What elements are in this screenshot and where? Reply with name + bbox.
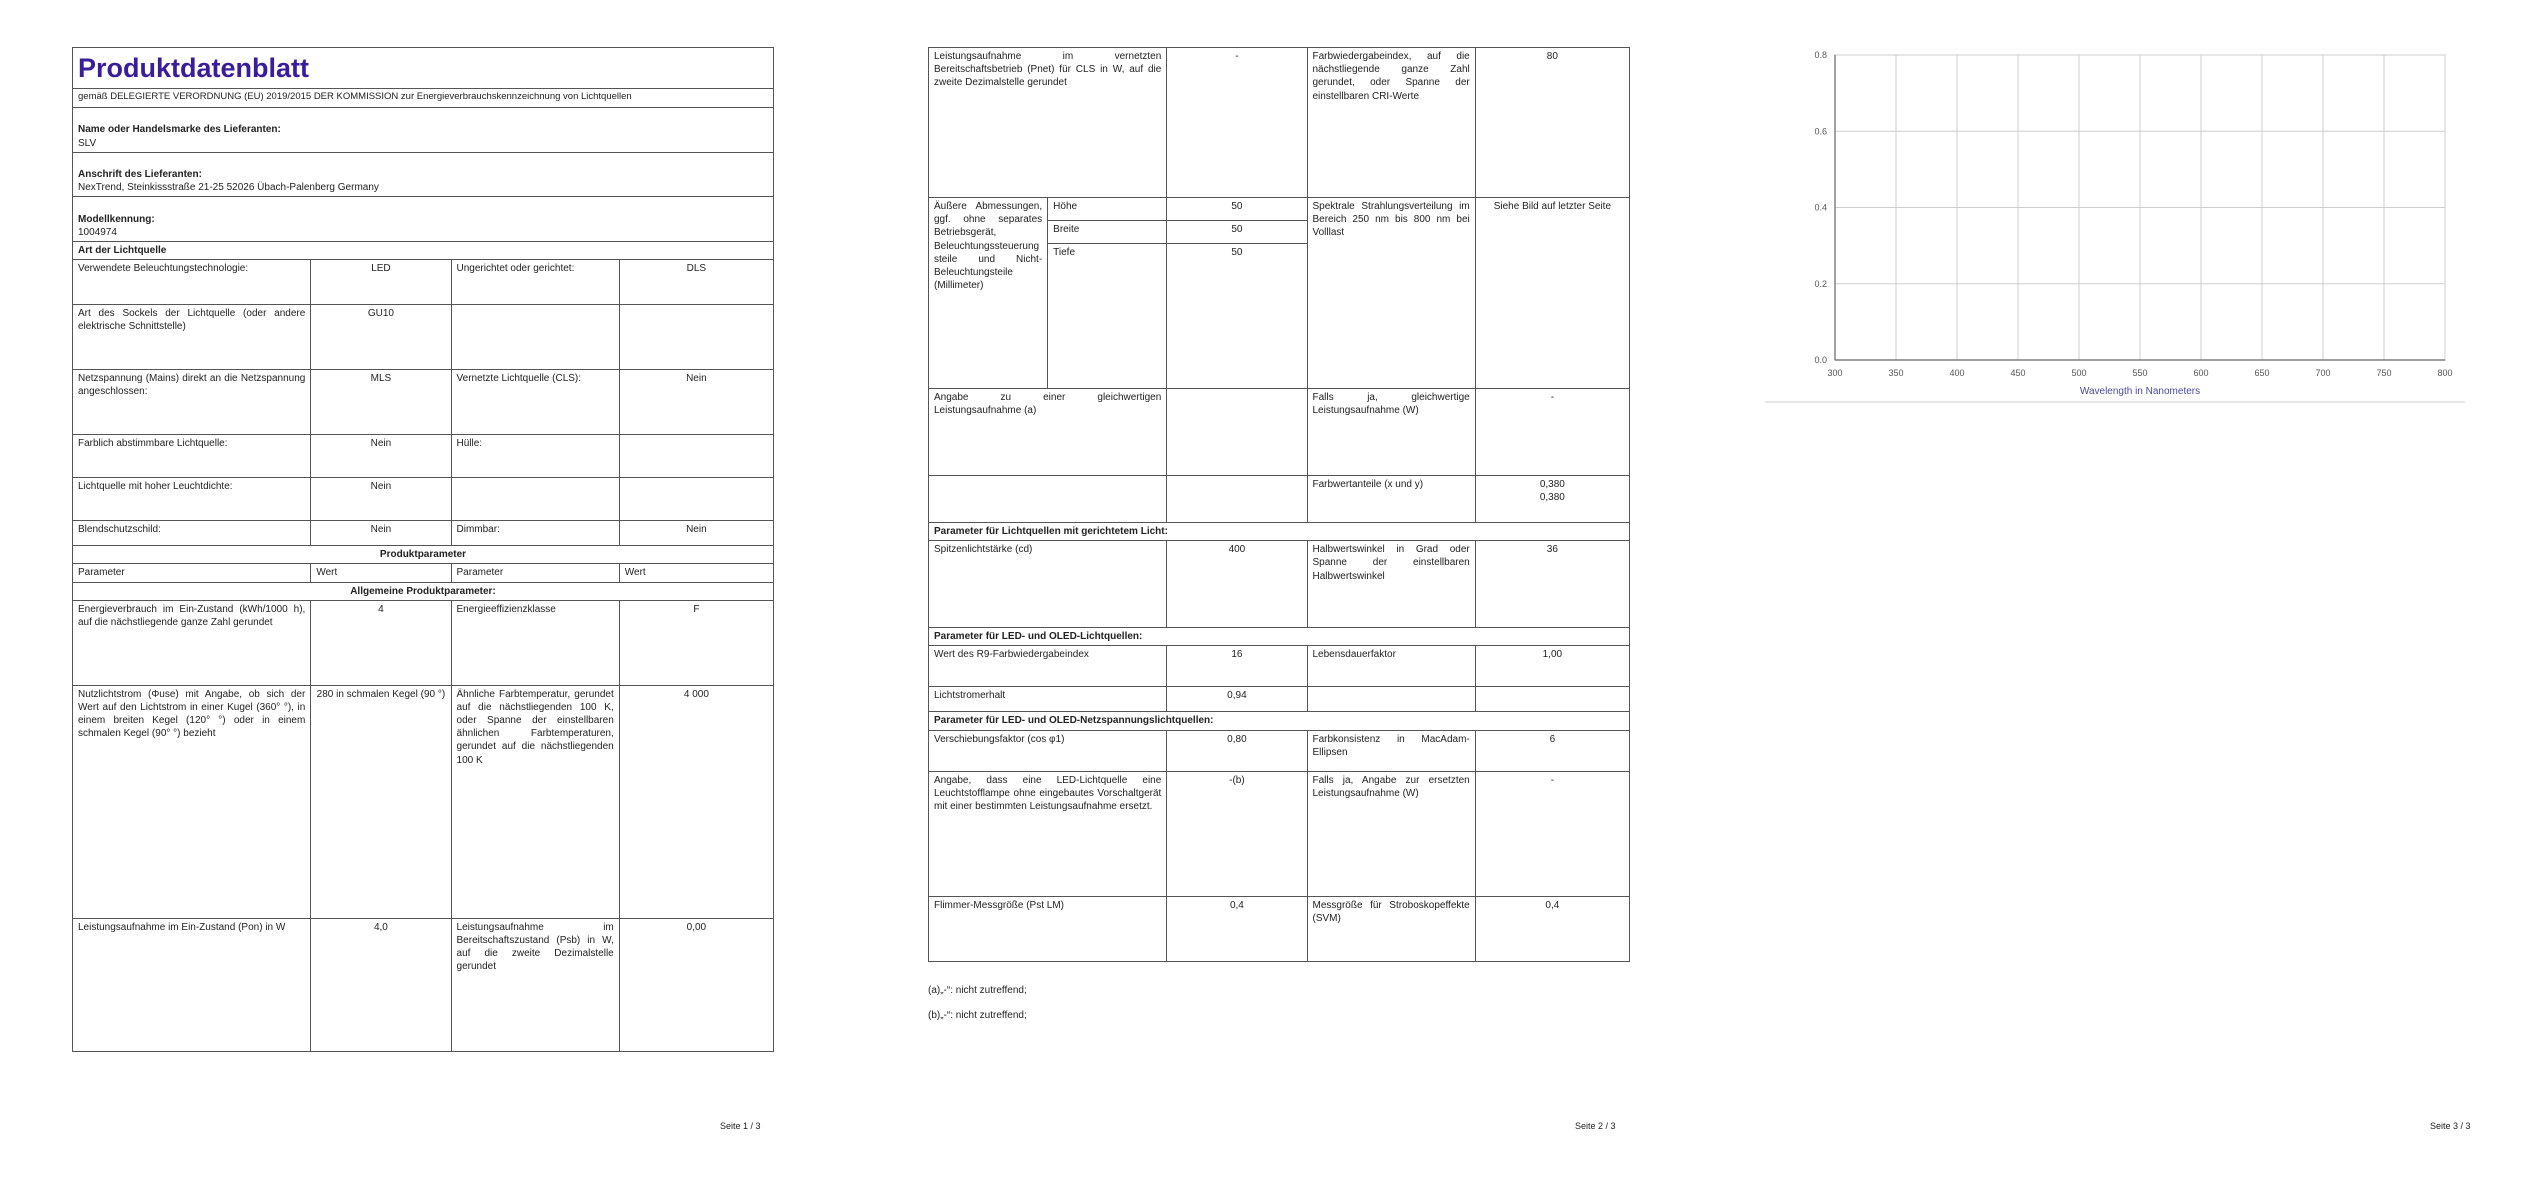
supplier-address-label: Anschrift des Lieferanten: — [78, 169, 202, 181]
table-cell: 0,4 — [1167, 896, 1307, 961]
table-cell: 4 — [311, 600, 451, 685]
x-tick-label: 700 — [2315, 368, 2331, 378]
table-cell — [619, 305, 773, 370]
supplier-name-value: SLV — [78, 137, 97, 149]
x-tick-label: 550 — [2132, 368, 2148, 378]
param-row — [929, 730, 1630, 771]
table-cell: - — [1475, 771, 1629, 896]
table-cell: Blendschutzschild: — [73, 521, 311, 546]
general-param-row — [73, 600, 774, 685]
table-cell: Art des Sockels der Lichtquelle (oder andere elektrische Schnittstelle) — [73, 305, 311, 370]
product-data-table-part2 — [928, 47, 1630, 962]
general-params-header: Allgemeine Produktparameter: — [73, 582, 774, 600]
table-cell: Dimmbar: — [451, 521, 619, 546]
param-row — [929, 771, 1630, 896]
x-tick-label: 600 — [2193, 368, 2209, 378]
param-row — [929, 541, 1630, 628]
spectral-distribution-label: Spektrale Strahlungsverteilung im Bereich 250 nm bis 800 nm bei Volllast — [1307, 198, 1475, 389]
table-cell: -(b) — [1167, 771, 1307, 896]
param-row — [929, 687, 1630, 712]
page-number: Seite 3 / 3 — [2430, 1121, 2471, 1131]
table-cell: Nein — [311, 478, 451, 521]
dimension-value: 50 — [1167, 244, 1307, 389]
table-cell: MLS — [311, 370, 451, 435]
param-row — [929, 389, 1630, 476]
table-cell: Nein — [619, 370, 773, 435]
table-cell: Leistungsaufnahme im Bereitschaftszustand (Psb) in W, auf die zweite Dezimalstelle gerundet — [451, 918, 619, 1051]
table-cell — [619, 478, 773, 521]
table-cell: Hülle: — [451, 435, 619, 478]
table-cell — [929, 476, 1167, 523]
x-tick-label: 650 — [2254, 368, 2270, 378]
table-cell: Verwendete Beleuchtungstechnologie: — [73, 260, 311, 305]
y-tick-label: 0.6 — [1814, 126, 1827, 137]
table-cell: Wert des R9-Farbwiedergabeindex — [929, 646, 1167, 687]
table-cell — [451, 478, 619, 521]
model-id-label: Modellkennung: — [78, 213, 155, 225]
light-type-row — [73, 435, 774, 478]
table-cell: DLS — [619, 260, 773, 305]
table-cell: Nein — [311, 521, 451, 546]
y-tick-label: 0.8 — [1814, 50, 1827, 60]
table-cell: 400 — [1167, 541, 1307, 628]
document-subtitle: gemäß DELEGIERTE VERORDNUNG (EU) 2019/2015 DER KOMMISSION zur Energieverbrauchskennzeichnung von Lichtquellen — [73, 88, 774, 108]
table-cell: Netzspannung (Mains) direkt an die Netzspannung angeschlossen: — [73, 370, 311, 435]
dimension-row — [929, 198, 1630, 221]
table-cell: Lebensdauerfaktor — [1307, 646, 1475, 687]
y-tick-label: 0.2 — [1814, 278, 1827, 289]
table-cell: Flimmer-Messgröße (Pst LM) — [929, 896, 1167, 961]
spectral-distribution-value: Siehe Bild auf letzter Seite — [1475, 198, 1629, 389]
table-cell: 0,380 0,380 — [1475, 476, 1629, 523]
dimension-value: 50 — [1167, 221, 1307, 244]
dimension-name: Höhe — [1048, 198, 1167, 221]
table-cell: Nutzlichtstrom (Φuse) mit Angabe, ob sich der Wert auf den Lichtstrom in einer Kugel (360° °), in einem breiten Kegel (120° °) oder in einem schmalen Kegel (90° °) bezieht — [73, 685, 311, 918]
mains-params-header: Parameter für LED- und OLED-Netzspannungslichtquellen: — [929, 712, 1630, 730]
x-tick-label: 400 — [1949, 368, 1965, 378]
x-axis-label: Wavelength in Nanometers — [2079, 386, 2201, 397]
table-cell: 1,00 — [1475, 646, 1629, 687]
y-tick-label: 0.4 — [1814, 202, 1827, 213]
table-cell: 0,94 — [1167, 687, 1307, 712]
general-param-row — [73, 685, 774, 918]
x-tick-label: 750 — [2376, 368, 2392, 378]
table-cell — [1167, 389, 1307, 476]
table-cell — [1167, 476, 1307, 523]
table-cell: 6 — [1475, 730, 1629, 771]
directional-params-header: Parameter für Lichtquellen mit gerichtetem Licht: — [929, 523, 1630, 541]
table-cell: Messgröße für Stroboskopeffekte (SVM) — [1307, 896, 1475, 961]
light-type-row — [73, 305, 774, 370]
x-tick-label: 800 — [2437, 368, 2453, 378]
table-cell: 36 — [1475, 541, 1629, 628]
table-cell: Farbwiedergabeindex, auf die nächstliegende ganze Zahl gerundet, oder Spanne der einstellbaren CRI-Werte — [1307, 48, 1475, 198]
table-cell: Ähnliche Farbtemperatur, gerundet auf die nächstliegenden 100 K, oder Spanne der einstellbaren ähnlichen Farbtemperaturen, gerundet auf die nächstliegenden 100 K — [451, 685, 619, 918]
table-cell: Farblich abstimmbare Lichtquelle: — [73, 435, 311, 478]
table-cell: 16 — [1167, 646, 1307, 687]
table-cell: Falls ja, Angabe zur ersetzten Leistungsaufnahme (W) — [1307, 771, 1475, 896]
table-cell — [619, 435, 773, 478]
table-cell: Leistungsaufnahme im Ein-Zustand (Pon) in W — [73, 918, 311, 1051]
light-type-row — [73, 370, 774, 435]
param-row — [929, 646, 1630, 687]
page-1 — [0, 0, 830, 1200]
footnote-a: (a)„-“: nicht zutreffend; — [928, 985, 1027, 996]
param-row — [929, 476, 1630, 523]
table-cell: Lichtquelle mit hoher Leuchtdichte: — [73, 478, 311, 521]
table-cell: 0,80 — [1167, 730, 1307, 771]
table-cell: 4,0 — [311, 918, 451, 1051]
light-type-header: Art der Lichtquelle — [73, 241, 774, 259]
table-cell: 280 in schmalen Kegel (90 °) — [311, 685, 451, 918]
table-cell — [1307, 687, 1475, 712]
table-cell: Vernetzte Lichtquelle (CLS): — [451, 370, 619, 435]
x-tick-label: 500 — [2071, 368, 2087, 378]
table-cell: LED — [311, 260, 451, 305]
dimension-value: 50 — [1167, 198, 1307, 221]
light-type-row — [73, 478, 774, 521]
table-cell: Farbkonsistenz in MacAdam-Ellipsen — [1307, 730, 1475, 771]
spectral-distribution-chart — [1765, 45, 2465, 420]
document-title: Produktdatenblatt — [73, 48, 774, 89]
table-cell: F — [619, 600, 773, 685]
table-cell: Lichtstromerhalt — [929, 687, 1167, 712]
table-cell: Angabe zu einer gleichwertigen Leistungsaufnahme (a) — [929, 389, 1167, 476]
table-cell: Nein — [619, 521, 773, 546]
table-cell: GU10 — [311, 305, 451, 370]
dimensions-label: Äußere Abmessungen, ggf. ohne separates Betriebsgerät, Beleuchtungssteuerungsteile und Nicht-Beleuchtungsteile (Millimeter) — [929, 198, 1048, 389]
x-tick-label: 350 — [1888, 368, 1904, 378]
params-header-row — [73, 564, 774, 582]
supplier-name-row — [73, 108, 774, 153]
table-cell: Energieeffizienzklasse — [451, 600, 619, 685]
table-cell: Nein — [311, 435, 451, 478]
dimension-name: Tiefe — [1048, 244, 1167, 389]
light-type-row — [73, 521, 774, 546]
table-cell: Energieverbrauch im Ein-Zustand (kWh/1000 h), auf die nächstliegende ganze Zahl gerundet — [73, 600, 311, 685]
model-id-value: 1004974 — [78, 226, 117, 238]
page-2 — [830, 0, 1660, 1200]
general-param-row — [73, 918, 774, 1051]
table-cell: Angabe, dass eine LED-Lichtquelle eine Leuchtstofflampe ohne eingebautes Vorschaltgerät mit einer bestimmten Leistungsaufnahme ersetzt. — [929, 771, 1167, 896]
table-cell: 80 — [1475, 48, 1629, 198]
table-cell: 4 000 — [619, 685, 773, 918]
table-cell: 0,00 — [619, 918, 773, 1051]
table-cell: - — [1475, 389, 1629, 476]
params-header-cell: Wert — [311, 564, 451, 582]
table-cell: Spitzenlichtstärke (cd) — [929, 541, 1167, 628]
supplier-address-value: NexTrend, Steinkissstraße 21-25 52026 Übach-Palenberg Germany — [78, 182, 379, 194]
x-tick-label: 300 — [1827, 368, 1843, 378]
table-cell: Falls ja, gleichwertige Leistungsaufnahme (W) — [1307, 389, 1475, 476]
supplier-address-row — [73, 152, 774, 197]
y-tick-label: 0.0 — [1814, 355, 1827, 365]
table-cell: Halbwertswinkel in Grad oder Spanne der einstellbaren Halbwertswinkel — [1307, 541, 1475, 628]
table-cell: 0,4 — [1475, 896, 1629, 961]
x-tick-label: 450 — [2010, 368, 2026, 378]
table-cell — [1475, 687, 1629, 712]
led-params-header: Parameter für LED- und OLED-Lichtquellen: — [929, 628, 1630, 646]
page-number: Seite 2 / 3 — [1575, 1121, 1616, 1131]
table-cell: Leistungsaufnahme im vernetzten Bereitschaftsbetrieb (Pnet) für CLS in W, auf die zweite Dezimalstelle gerundet — [929, 48, 1167, 198]
page-number: Seite 1 / 3 — [720, 1121, 761, 1131]
param-row — [929, 896, 1630, 961]
dimension-name: Breite — [1048, 221, 1167, 244]
model-id-row — [73, 197, 774, 242]
params-header-cell: Parameter — [73, 564, 311, 582]
table-cell: Ungerichtet oder gerichtet: — [451, 260, 619, 305]
params-header-cell: Wert — [619, 564, 773, 582]
product-data-table-part1 — [72, 47, 774, 1052]
page-3 — [1660, 0, 2542, 1200]
supplier-name-label: Name oder Handelsmarke des Lieferanten: — [78, 124, 281, 136]
table-cell: Verschiebungsfaktor (cos φ1) — [929, 730, 1167, 771]
table-cell — [451, 305, 619, 370]
table-cell: - — [1167, 48, 1307, 198]
product-params-header: Produktparameter — [73, 546, 774, 564]
footnote-b: (b)„-“: nicht zutreffend; — [928, 1010, 1027, 1021]
light-type-row — [73, 260, 774, 305]
param-row — [929, 48, 1630, 198]
params-header-cell: Parameter — [451, 564, 619, 582]
table-cell: Farbwertanteile (x und y) — [1307, 476, 1475, 523]
